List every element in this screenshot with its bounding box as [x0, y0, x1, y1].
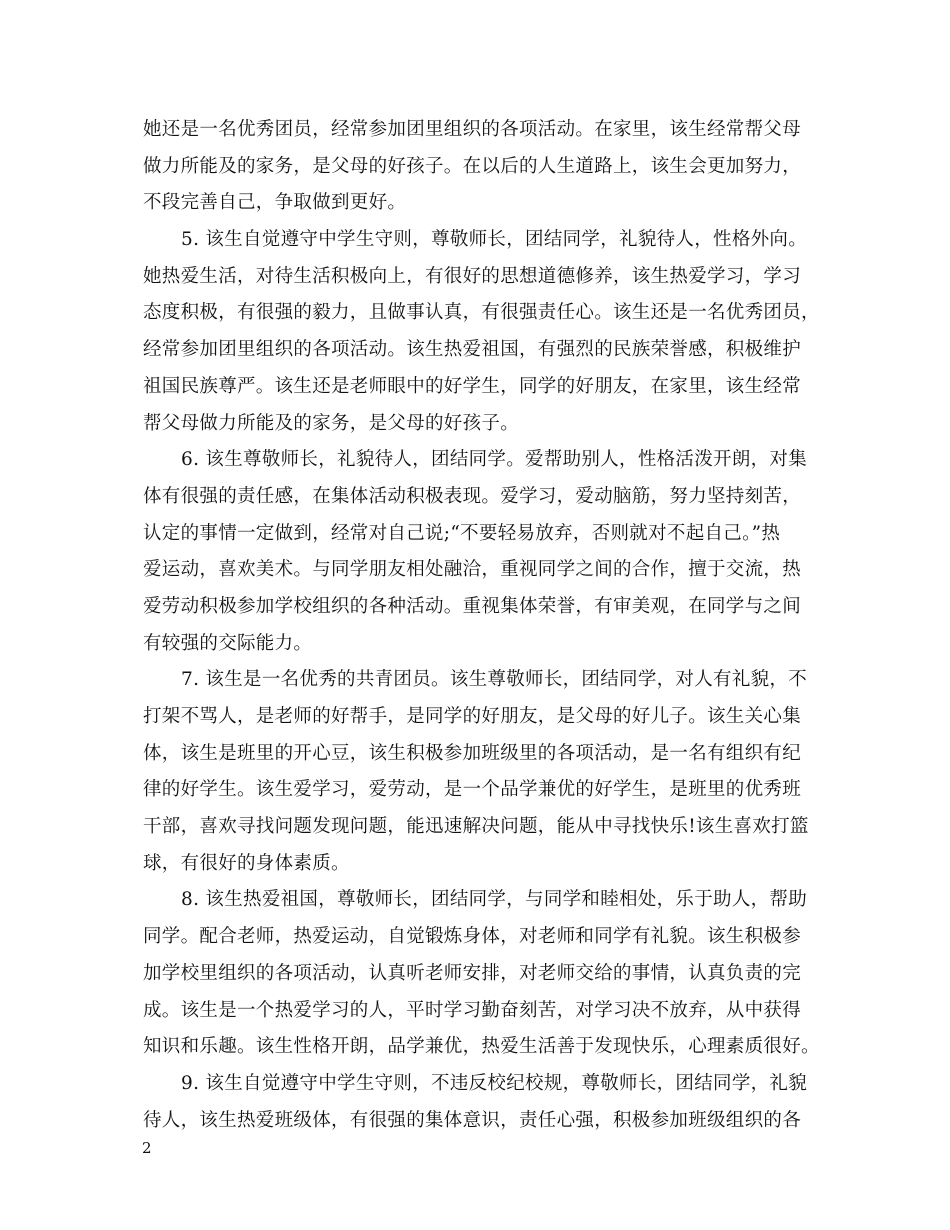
text-line: 有较强的交际能力。 [143, 632, 313, 654]
text-line: 9. 该生自觉遵守中学生守则，不违反校纪校规，尊敬师长，团结同学，礼貌 [181, 1072, 808, 1094]
text-line: 律的好学生。该生爱学习，爱劳动，是一个品学兼优的好学生，是班里的优秀班 [143, 779, 802, 801]
text-line: 认定的事情一定做到，经常对自己说;“不要轻易放弃，否则就对不起自己。”热 [143, 522, 781, 544]
body-text [143, 112, 820, 1139]
text-line: 干部，喜欢寻找问题发现问题，能迅速解决问题，能从中寻找快乐!该生喜欢打篮 [143, 816, 809, 838]
text-line: 帮父母做力所能及的家务，是父母的好孩子。 [143, 412, 520, 434]
text-line: 不段完善自己，争取做到更好。 [143, 192, 407, 214]
text-line: 同学。配合老师，热爱运动，自觉锻炼身体，对老师和同学有礼貌。该生积极参 [143, 926, 802, 948]
paragraph [143, 662, 811, 882]
paragraph [143, 112, 811, 222]
paragraph [143, 442, 811, 662]
text-line: 体，该生是班里的开心豆，该生积极参加班级里的各项活动，是一名有组织有纪 [143, 742, 802, 764]
text-line: 打架不骂人，是老师的好帮手，是同学的好朋友，是父母的好儿子。该生关心集 [143, 706, 802, 727]
text-line: 球，有很好的身体素质。 [143, 852, 350, 874]
text-line: 7. 该生是一名优秀的共青团员。该生尊敬师长，团结同学，对人有礼貌，不 [181, 669, 808, 691]
text-line: 待人，该生热爱班级体，有很强的集体意识，责任心强，积极参加班级组织的各 [143, 1109, 802, 1131]
text-line: 成。该生是一个热爱学习的人，平时学习勤奋刻苦，对学习决不放弃，从中获得 [143, 999, 802, 1021]
text-line: 8. 该生热爱祖国，尊敬师长，团结同学，与同学和睦相处，乐于助人，帮助 [181, 889, 808, 911]
text-line: 她热爱生活，对待生活积极向上，有很好的思想道德修养，该生热爱学习，学习 [143, 265, 802, 287]
page-number: 2 [142, 1139, 152, 1157]
paragraph [143, 882, 820, 1065]
text-line: 6. 该生尊敬师长，礼貌待人，团结同学。爱帮助别人，性格活泼开朗，对集 [181, 449, 808, 471]
text-line: 她还是一名优秀团员，经常参加团里组织的各项活动。在家里，该生经常帮父母 [143, 119, 802, 140]
text-line: 知识和乐趣。该生性格开朗，品学兼优，热爱生活善于发现快乐，心理素质很好。 [143, 1036, 820, 1058]
paragraph [143, 222, 820, 442]
text-line: 祖国民族尊严。该生还是老师眼中的好学生，同学的好朋友，在家里，该生经常 [143, 375, 802, 397]
text-line: 爱劳动积极参加学校组织的各种活动。重视集体荣誉，有审美观，在同学与之间 [143, 595, 802, 617]
text-line: 经常参加团里组织的各项活动。该生热爱祖国，有强烈的民族荣誉感，积极维护 [143, 339, 802, 361]
paragraph [143, 1066, 811, 1139]
text-line: 爱运动，喜欢美术。与同学朋友相处融洽，重视同学之间的合作，擅于交流，热 [143, 559, 802, 581]
text-line: 5. 该生自觉遵守中学生守则，尊敬师长，团结同学，礼貌待人，性格外向。 [181, 229, 808, 251]
text-line: 态度积极，有很强的毅力，且做事认真，有很强责任心。该生还是一名优秀团员， [143, 302, 820, 324]
text-line: 加学校里组织的各项活动，认真听老师安排，对老师交给的事情，认真负责的完 [143, 962, 802, 984]
text-line: 体有很强的责任感，在集体活动积极表现。爱学习，爱动脑筋，努力坚持刻苦， [143, 485, 802, 507]
text-line: 做力所能及的家务，是父母的好孩子。在以后的人生道路上，该生会更加努力， [143, 155, 802, 177]
